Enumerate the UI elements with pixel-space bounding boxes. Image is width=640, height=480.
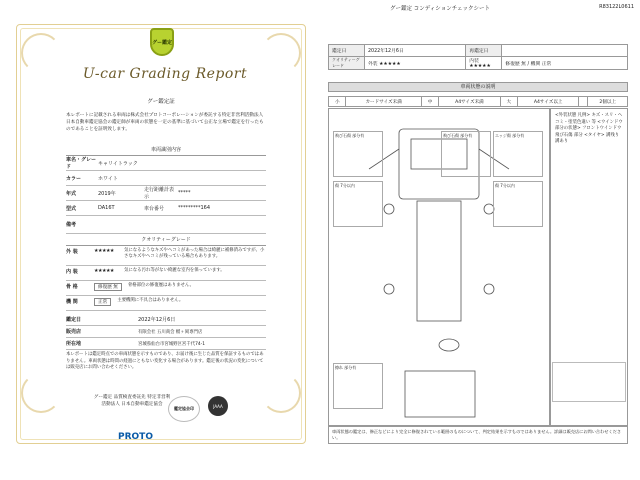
grade-engine [66,296,266,311]
seal-stamp [168,396,200,422]
name-value: キャリイトラック [98,160,138,167]
size-legend [328,96,628,107]
rear-view-outline [405,371,475,417]
address-value: 宮城県仙台市宮城野区宮千代74-1 [138,341,206,347]
engine-desc: 主要機関に不具合はありません。 [117,298,184,303]
rear-left-wheel [384,284,394,294]
rear-right-wheel [484,284,494,294]
row-year [66,186,266,201]
info-row-grade [329,57,628,70]
quality-grades [66,246,266,311]
steering-wheel [439,339,459,351]
date-value: 2022年12月6日 [138,317,176,323]
frame-box: 修復歴 無 [94,283,122,291]
color-label: カラー [66,175,82,182]
jaaa-text: JAAA [213,403,223,409]
goo-kantei-logo [150,28,174,60]
row-name [66,156,266,171]
model-label: 型式 [66,205,77,212]
condition-section-title: 車両状態の説明 [328,82,628,92]
certificate-subtitle: グー鑑定証 [147,99,175,105]
info-date-label: 鑑定日 [329,45,365,57]
size-blank [579,97,588,107]
grade-frame [66,281,266,296]
info-exterior: 外装 ★★★★★ [365,57,466,70]
frame-desc: 骨格部位の修復歴はありません。 [127,283,194,288]
sheet-header [322,0,640,22]
row-address [66,338,266,350]
size-large: 大 [500,97,517,107]
exterior-label: 外 装 [66,249,78,255]
dealer-info [66,314,266,350]
sheet-footer-note: 車両状態の鑑定は、修正などにより完全に修復されている範囲のものについて、判定結果を示すものではありません。詳細は販売店にお問い合わせください。 [328,426,628,444]
front-left-wheel [384,204,394,214]
address-label: 所在地 [66,341,82,347]
frame-label: 骨 格 [66,284,78,290]
row-dealer [66,326,266,338]
sheet-title: グー鑑定 コンディションチェックシート [390,6,491,12]
row-date [66,314,266,326]
mileage-label: 走行距離計表示 [144,187,175,200]
intro-text: 本レポートに記載される車両は株式会社プロトコーポレーションが委託する特定非営利活動法人日本自動車鑑定協会の鑑定師が車両の状態を一定の基準に基づいて公正な立場で鑑定を行ったものであることを証明致します。 [66,113,264,132]
ornament-bottom-left [21,373,61,413]
damage-label-4: 傷 7分以内 [333,181,383,227]
grade-interior [66,266,266,281]
size-multi: 2個以上 [588,97,628,107]
interior-label: 内 装 [66,269,78,275]
size-mid-desc: A4サイズ未満 [439,97,500,107]
info-row-date [329,45,628,57]
bed-outline [417,201,461,321]
proto-text: PROTO [118,432,153,442]
info-date-value: 2022年12月6日 [365,45,466,57]
mileage-value: ***** [178,190,191,196]
report-title: U-car Grading Report [82,66,248,82]
year-value: 2019年 [98,190,116,197]
size-small-desc: カードサイズ未満 [346,97,421,107]
engine-label: 機 関 [66,299,78,305]
condition-sheet [322,32,640,480]
side-notes: <外装状態 凡例> キズ・スリ・ヘコミ・塗装色違い 等 <ウインドウ部分の状態> フロントウインドウ 飛び石傷 部分 <タイヤ> 溝残り 溝あり [550,108,628,426]
damage-label-1: 飛び石傷 部分有 [333,131,383,177]
seal-text: 鑑定協会印 [174,406,194,411]
model-value: DA16T [98,205,115,211]
vehicle-info [66,156,266,234]
sheet-number: R83122L0611 [599,4,634,10]
sheet-info-table [328,44,628,70]
damage-label-6: 擦れ 部分有 [333,363,383,409]
grade-exterior [66,246,266,266]
chassis-label: 車台番号 [144,205,165,212]
row-remarks [66,216,266,234]
info-grade-label: クオリティーグレード [329,57,365,70]
exterior-desc: 気になるようなキズやヘコミがあった場合は綺麗に補修済みですが、小さなキズやヘコミが残っている場合もあります。 [124,248,265,259]
ornament-bottom-right [261,373,301,413]
year-label: 年式 [66,190,77,197]
vehicle-diagram [328,108,550,426]
interior-desc: 気になる汚れ等がない綺麗な室内を保っています。 [124,268,225,273]
exterior-stars: ★★★★★ [94,248,114,254]
shield-icon [150,28,174,56]
quality-section-title: クオリティーグレード [66,236,266,246]
date-label: 鑑定日 [66,317,82,323]
vehicle-section-title: 車両識別内容 [66,146,266,156]
logo-text: グー鑑定 [152,39,173,46]
dealer-value: 有限会社 五川商会 榴ヶ岡専門店 [138,329,203,335]
chassis-value: *********164 [178,205,211,211]
color-value: ホワイト [98,175,118,182]
dealer-label: 販売店 [66,329,82,335]
row-model [66,201,266,216]
size-mid: 中 [421,97,438,107]
proto-logo [118,432,153,442]
info-other: 修復歴 無 / 機関 正常 [502,57,628,70]
size-small: 小 [329,97,346,107]
ornamental-frame [16,24,306,444]
jaaa-logo [208,396,228,416]
damage-label-5: 傷 7分以内 [493,181,543,227]
info-interior: 内装 ★★★★★ [466,57,502,70]
size-large-desc: A4サイズ以上 [518,97,579,107]
remarks-label: 備考 [66,222,77,228]
name-label: 車名・グレード [66,157,97,170]
disclaimer-text: 本レポートは鑑定時点での車両状態を示すものであり、お届け後に生じた品質を保証するものではありません。車両状態は時間の経過にともない変化する場合があります。鑑定後の状況の変化については販売店にお問い合わせください。 [66,352,264,370]
reference-box [552,362,626,402]
info-redate-label: 再鑑定日 [466,45,502,57]
interior-stars: ★★★★★ [94,268,114,274]
info-redate-value [502,45,628,57]
engine-box: 正常 [94,298,111,306]
damage-label-2: 飛び石傷 部分有 [441,131,491,177]
row-color [66,171,266,186]
issuer-text: グー鑑定 品質検査委託先 特定非営利活動法人 日本自動車鑑定協会 [93,395,171,407]
ornament-top-left [21,33,61,73]
damage-label-3: エッジ傷 部分有 [493,131,543,177]
